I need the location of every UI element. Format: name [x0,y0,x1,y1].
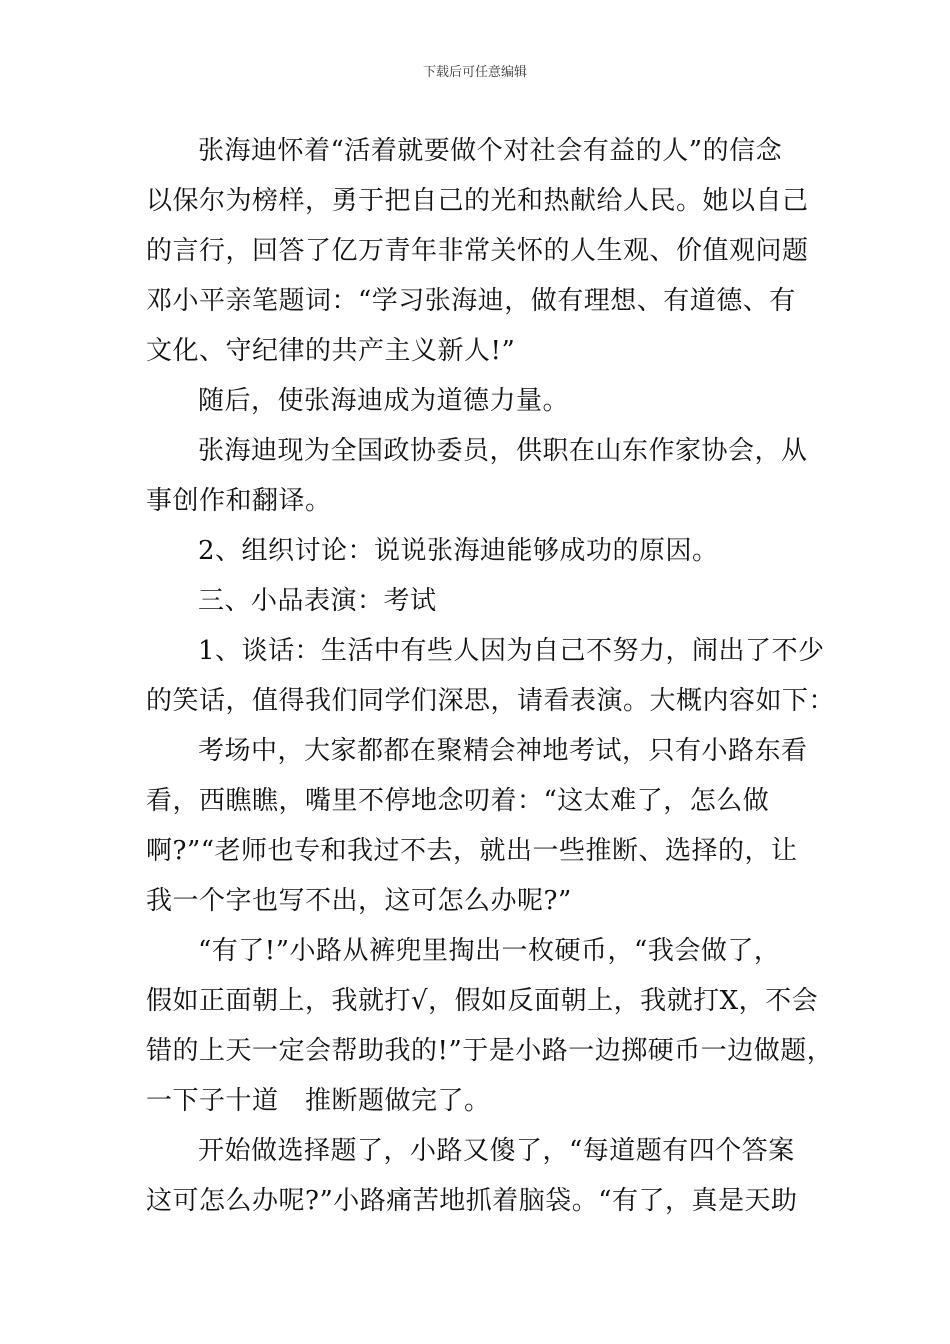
paragraph-line: 2、组织讨论：说说张海迪能够成功的原因。 [198,536,719,566]
paragraph-line: 1、谈话：生活中有些人因为自己不努力，闹出了不少 [198,636,825,666]
paragraph-line: 以保尔为榜样，勇于把自己的光和热献给人民。她以自己 [146,186,809,216]
paragraph-line: 啊?”“老师也专和我过不去，就出一些推断、选择的，让 [146,836,798,866]
paragraph-line: 邓小平亲笔题词：“学习张海迪，做有理想、有道德、有 [146,286,796,316]
section-heading: 三、小品表演：考试 [198,586,437,616]
page-header: 下载后可任意编辑 [422,65,527,80]
paragraph-line: “有了!”小路从裤兜里掏出一枚硬币，“我会做了， [198,936,781,966]
paragraph-line: 随后，使张海迪成为道德力量。 [198,386,570,416]
paragraph-line: 张海迪怀着“活着就要做个对社会有益的人”的信念 [198,136,783,166]
paragraph-line: 开始做选择题了，小路又傻了，“每道题有四个答案 [198,1136,795,1166]
paragraph-line: 的笑话，值得我们同学们深思，请看表演。大概内容如下： [146,686,836,716]
paragraph-line: 事创作和翻译。 [146,486,332,516]
paragraph-line: 一下子十道 推断题做完了。 [146,1086,491,1116]
paragraph-line: 张海迪现为全国政协委员，供职在山东作家协会，从 [198,436,808,466]
paragraph-line: 考场中，大家都都在聚精会神地考试，只有小路东看 [198,736,808,766]
document-body [146,126,836,1226]
paragraph-line: 我一个字也写不出，这可怎么办呢?” [146,886,572,916]
paragraph-line: 看，西瞧瞧，嘴里不停地念叨着：“这太难了，怎么做 [146,786,770,816]
paragraph-line: 这可怎么办呢?”小路痛苦地抓着脑袋。“有了，真是天助 [146,1186,798,1216]
paragraph-line: 的言行，回答了亿万青年非常关怀的人生观、价值观问题 [146,236,809,266]
paragraph-line: 文化、守纪律的共产主义新人!” [146,336,516,366]
paragraph-line: 假如正面朝上，我就打√，假如反面朝上，我就打X，不会 [146,986,819,1016]
paragraph-line: 错的上天一定会帮助我的!”于是小路一边掷硬币一边做题， [146,1036,834,1066]
